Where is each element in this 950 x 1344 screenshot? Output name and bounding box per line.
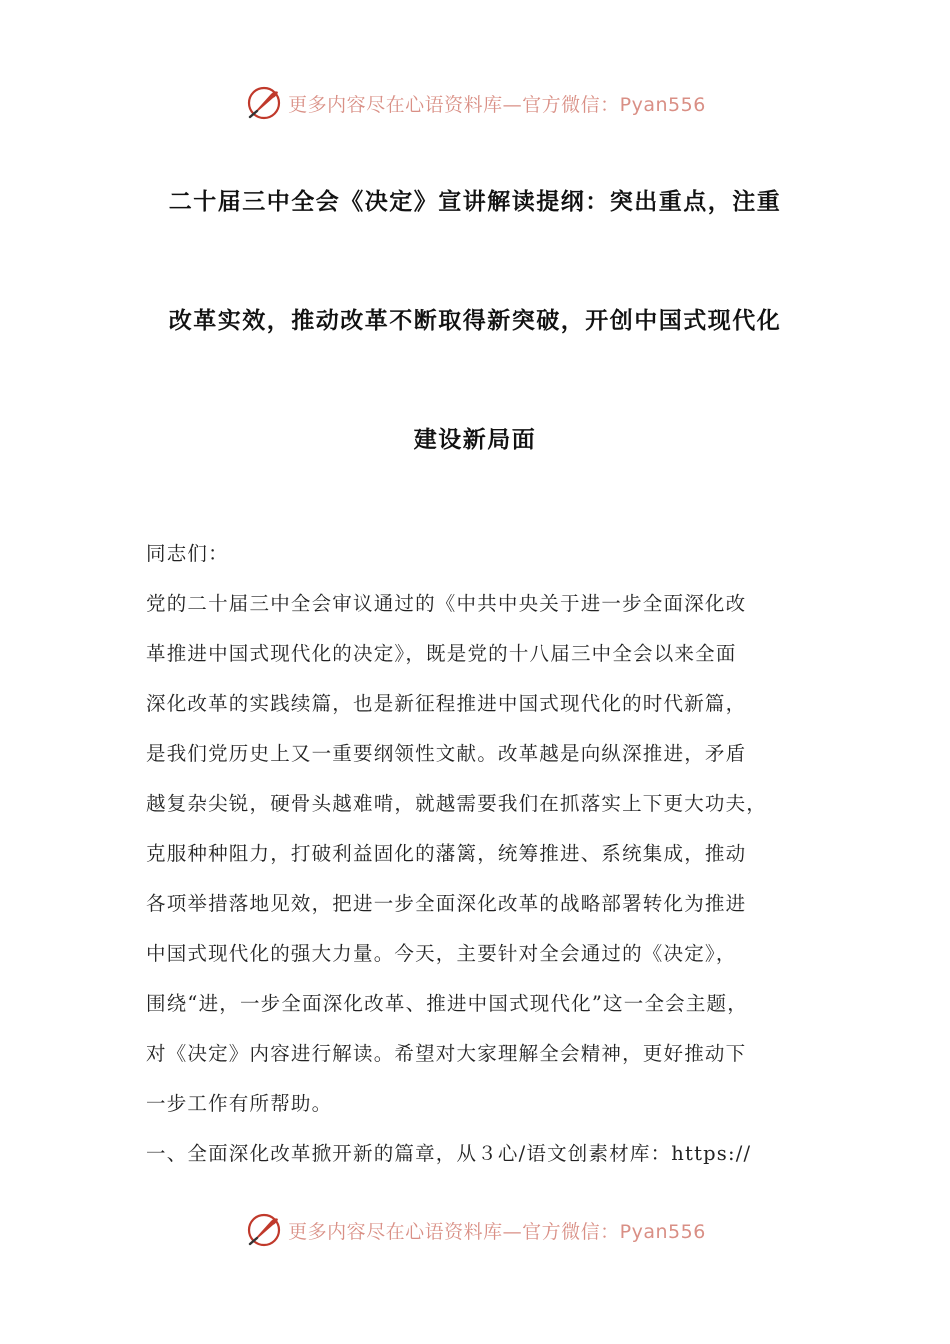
quill-pen-logo-icon: [244, 83, 284, 123]
paragraph-line: 深化改革的实践续篇，也是新征程推进中国式现代化的时代新篇，: [146, 692, 747, 715]
footer-watermark: [0, 1205, 950, 1255]
watermark-text: 更多内容尽在心语资料库—官方微信：Pyan556: [288, 1220, 706, 1243]
paragraph-line: 越复杂尖锐，硬骨头越难啃，就越需要我们在抓落实上下更大功夫，: [146, 792, 768, 815]
watermark-text: 更多内容尽在心语资料库—官方微信：Pyan556: [288, 93, 706, 116]
quill-pen-logo-icon: [244, 1210, 284, 1250]
section-heading-line: 一、全面深化改革掀开新的篇章，从３心/语文创素材库：https://: [146, 1142, 752, 1165]
document-title-line-1: 二十届三中全会《决定》宣讲解读提纲：突出重点，注重: [168, 189, 782, 215]
salutation: 同志们：: [146, 542, 229, 565]
paragraph-line: 中国式现代化的强大力量。今天，主要针对全会通过的《决定》，: [146, 942, 737, 965]
header-watermark: [0, 78, 950, 128]
paragraph-line: 党的二十届三中全会审议通过的《中共中央关于进一步全面深化改: [146, 592, 747, 615]
paragraph-line: 围绕“进，一步全面深化改革、推进中国式现代化”这一全会主题，: [146, 992, 748, 1015]
paragraph-line: 革推进中国式现代化的决定》，既是党的十八届三中全会以来全面: [146, 642, 737, 665]
watermark-handle: Pyan556: [619, 93, 706, 116]
document-title-line-3: 建设新局面: [413, 427, 537, 453]
watermark-handle: Pyan556: [619, 1220, 706, 1243]
paragraph-line: 是我们党历史上又一重要纲领性文献。改革越是向纵深推进，矛盾: [146, 742, 747, 765]
paragraph-line: 一步工作有所帮助。: [146, 1092, 333, 1115]
paragraph-line: 克服种种阻力，打破利益固化的藩篱，统筹推进、系统集成，推动: [146, 842, 747, 865]
paragraph-line: 各项举措落地见效，把进一步全面深化改革的战略部署转化为推进: [146, 892, 747, 915]
paragraph-line: 对《决定》内容进行解读。希望对大家理解全会精神，更好推动下: [146, 1042, 747, 1065]
document-title-line-2: 改革实效，推动改革不断取得新突破，开创中国式现代化: [168, 308, 782, 334]
